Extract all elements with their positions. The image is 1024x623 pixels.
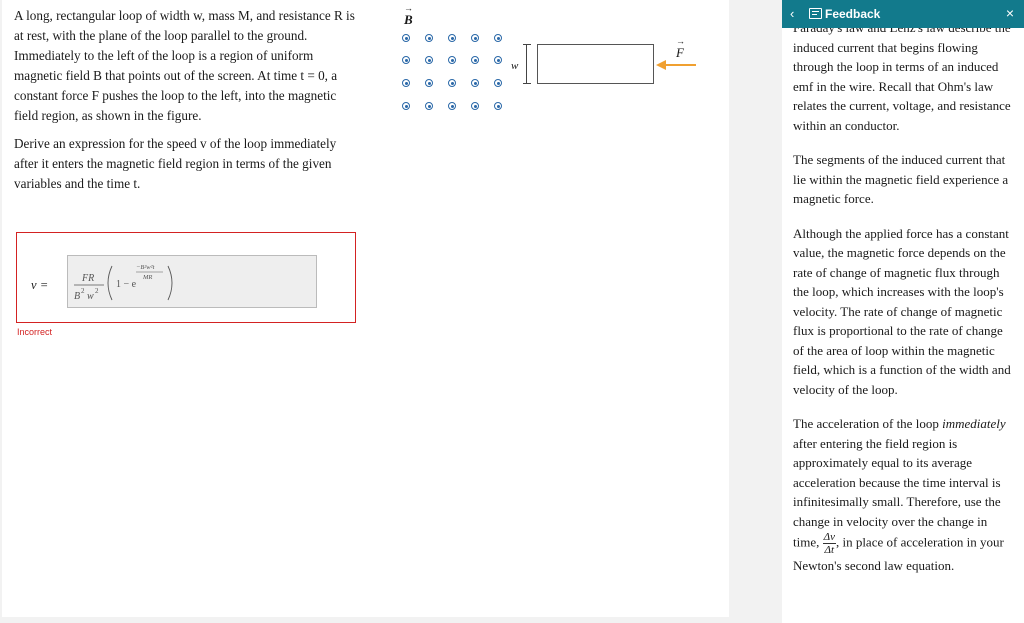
- field-dot-icon: [471, 56, 479, 64]
- answer-box: [16, 232, 356, 323]
- magnetic-field-figure: [398, 10, 728, 120]
- force-arrow-icon: [656, 60, 666, 70]
- answer-status: Incorrect: [17, 327, 53, 337]
- width-bracket: [526, 44, 527, 84]
- problem-panel: [2, 0, 729, 617]
- field-dot-icon: [402, 34, 410, 42]
- field-dot-icon: [471, 34, 479, 42]
- field-dot-icon: [471, 102, 479, 110]
- back-chevron-icon[interactable]: ‹: [790, 6, 795, 21]
- width-label: w: [511, 60, 519, 72]
- force-arrow-shaft: [664, 64, 696, 66]
- feedback-p4-part2: after entering the field region is approximately equal to its average acceleration because the time interval is infinitesimally small. Therefore, use the change in velocity over the change in time,: [793, 435, 1001, 550]
- feedback-p4-emphasis: immediately: [942, 416, 1006, 431]
- field-dot-icon: [448, 56, 456, 64]
- feedback-header: [782, 0, 1024, 28]
- problem-paragraph-2: Derive an expression for the speed v of the loop immediately after it enters the magnetic field region in terms of the given variables and the time t.: [14, 136, 337, 191]
- field-dot-icon: [494, 79, 502, 87]
- frac-numerator: Δv: [823, 531, 835, 543]
- field-dot-icon: [402, 102, 410, 110]
- feedback-content: [793, 18, 1015, 591]
- answer-denominator-w: w: [87, 291, 94, 302]
- field-dot-icon: [448, 102, 456, 110]
- b-field-label: → B: [404, 12, 413, 28]
- delta-v-over-delta-t: [823, 531, 836, 556]
- feedback-icon: [809, 8, 822, 19]
- feedback-p4-part1: The acceleration of the loop: [793, 416, 939, 431]
- field-dot-icon: [448, 79, 456, 87]
- feedback-paragraph-2: The segments of the induced current that lie within the magnetic field experience a magnetic force.: [793, 152, 1009, 206]
- answer-one-minus-e: 1 − e: [116, 279, 137, 290]
- problem-statement: [14, 6, 359, 202]
- frac-denominator: Δt: [824, 544, 835, 556]
- answer-denominator-b: B: [74, 291, 81, 302]
- answer-numerator: FR: [82, 273, 95, 284]
- feedback-title: Feedback: [825, 7, 881, 21]
- field-dot-icon: [425, 56, 433, 64]
- field-dot-icon: [402, 56, 410, 64]
- close-icon[interactable]: ×: [1005, 5, 1014, 21]
- field-dot-icon: [494, 34, 502, 42]
- answer-equals: =: [40, 278, 48, 292]
- feedback-p4-part3: , in place of acceleration in your Newton's second law equation.: [793, 534, 1004, 573]
- answer-exponent-denominator: MR: [143, 274, 153, 281]
- answer-denominator-w-exponent: 2: [95, 287, 99, 295]
- field-dot-icon: [448, 34, 456, 42]
- field-dot-icon: [425, 34, 433, 42]
- left-paren: [108, 266, 112, 300]
- answer-variable-letter: v: [31, 278, 37, 292]
- feedback-panel: [782, 0, 1024, 623]
- rectangular-loop: [537, 44, 654, 84]
- answer-denominator-b-exponent: 2: [81, 287, 85, 295]
- answer-expression: [68, 256, 316, 307]
- answer-variable: [31, 278, 48, 293]
- field-dot-icon: [425, 102, 433, 110]
- field-dot-icon: [494, 56, 502, 64]
- field-dot-icon: [402, 79, 410, 87]
- feedback-paragraph-1: induced current that begins flowing through the loop in terms of an induced emf in the wire. Recall that Ohm's law relates the current, voltage, and resistance within an conductor.: [793, 39, 1011, 133]
- answer-input[interactable]: [67, 255, 317, 308]
- answer-exponent-numerator: −B²w²t: [136, 264, 155, 271]
- field-dot-icon: [471, 79, 479, 87]
- feedback-paragraph-3: Although the applied force has a constant value, the magnetic force depends on the rate of change of magnetic flux through the loop, which increases with the loop's velocity. The rate of change of magnetic flux is proportional to the rate of change of the area of loop within the magnetic field, which is a function of the width and velocity of the loop.: [793, 225, 1011, 397]
- field-dot-icon: [494, 102, 502, 110]
- feedback-paragraph-4: [793, 414, 1015, 576]
- force-label: → F: [676, 45, 684, 61]
- field-dot-icon: [425, 79, 433, 87]
- problem-paragraph-1: A long, rectangular loop of width w, mass M, and resistance R is at rest, with the plane of the loop parallel to the ground. Immediately to the left of the loop is a region of uniform magnetic field B that points out of the screen. At time t = 0, a constant force F pushes the loop to the left, into the magnetic field region, as shown in the figure.: [14, 8, 355, 123]
- right-paren: [168, 266, 172, 300]
